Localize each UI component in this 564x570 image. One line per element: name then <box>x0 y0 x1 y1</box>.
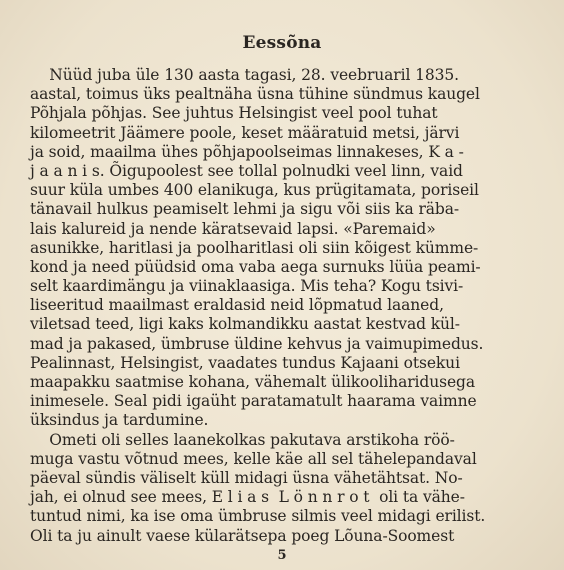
text-line: Pealinnast, Helsingist, vaadates tundus Kajaani otsekui <box>30 353 460 372</box>
text-line: Põhjala põhjas. See juhtus Helsingist veel pool tuhat <box>30 104 438 123</box>
text-line: tänavail hulkus peamiselt lehmi ja sigu või siis ka räba- <box>30 200 459 219</box>
chapter-title: Eessõna <box>242 33 322 53</box>
text-line: lais kalureid ja nende käratsevaid lapsi. «Paremaid» <box>30 219 436 238</box>
text-line: kond ja need püüdsid oma vaba aega surnuks lüüa peami- <box>30 257 481 276</box>
text-line: Nüüd juba üle 130 aasta tagasi, 28. veebruaril 1835. <box>30 66 460 84</box>
text-line: inimesele. Seal pidi igaüht paratamatult haarama vaimne <box>30 392 477 411</box>
text-line: aastal, toimus üks pealtnäha üsna tühine sündmus kaugel <box>30 85 480 104</box>
text-line: Oli ta ju ainult vaese külarätsepa poeg Lõuna-Soomest <box>30 526 455 545</box>
text-line: mad ja pakased, ümbruse üldine kehvus ja vaimupimedus. <box>30 334 484 353</box>
text-line: ja soid, maailma ühes põhjapoolseimas linnakeses, K a - <box>30 142 464 161</box>
text-line: selt kaardimängu ja viinaklaasiga. Mis teha? Kogu tsivi- <box>30 277 464 296</box>
text-line: kilomeetrit Jäämere poole, keset määratuid metsi, järvi <box>30 123 460 142</box>
text-line: üksindus ja tardumine. <box>30 411 209 430</box>
text-line: Ometi oli selles laanekolkas pakutava arstikoha röö- <box>30 430 455 449</box>
text-line: liseeritud maailmast eraldasid neid lõpmatud laaned, <box>30 296 444 315</box>
text-line: asunikke, haritlasi ja poolharitlasi oli siin kõigest kümme- <box>30 238 479 257</box>
text-line: maapakku saatmise kohana, vähemalt ülikooliharidusega <box>30 373 475 391</box>
text-line: tuntud nimi, ka ise oma ümbruse silmis veel midagi erilist. <box>30 507 486 526</box>
page-number: 5 <box>277 548 287 563</box>
text-line: jah, ei olnud see mees, E l i a s L ö n n r o t oli ta vähe- <box>30 488 465 507</box>
text-line: muga vastu võtnud mees, kelle käe all sel tähelepandaval <box>30 449 477 468</box>
text-line: päeval sündis väliselt küll midagi üsna vähetähtsat. No- <box>30 468 463 487</box>
text-line: j a a n i s. Õigupoolest see tollal polnudki veel linn, vaid <box>30 161 463 180</box>
body-text <box>30 66 530 546</box>
text-line: viletsad teed, ligi kaks kolmandikku aastat kestvad kül- <box>30 315 460 334</box>
text-line: suur küla umbes 400 elanikuga, kus prügitamata, poriseil <box>30 181 479 200</box>
